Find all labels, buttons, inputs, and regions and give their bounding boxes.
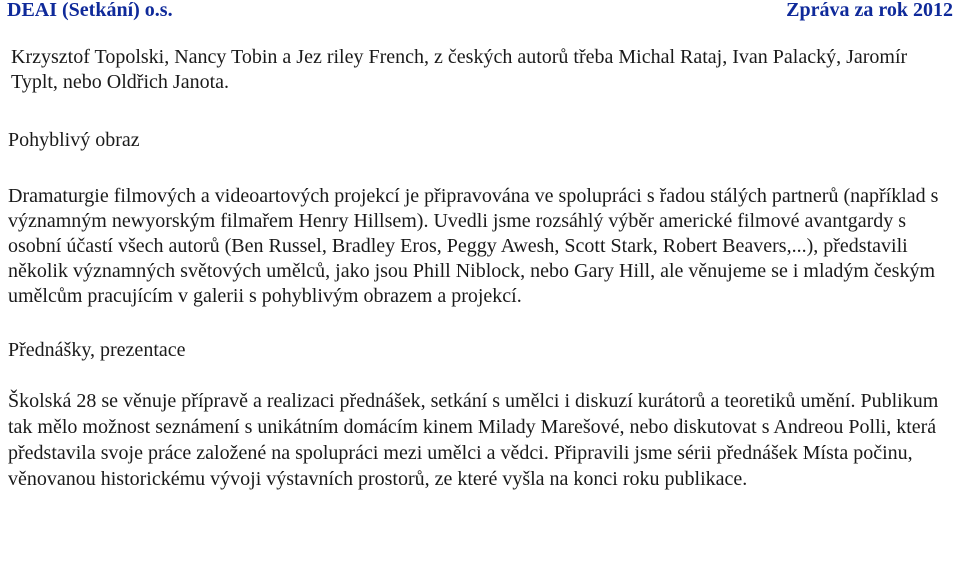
paragraph-moving-image: Dramaturgie filmových a videoartových projekcí je připravována ve spolupráci s řadou stálých partnerů (například s významným newyorským filmařem Henry Hillsem). Uvedli jsme rozsáhlý výběr americké filmové avantgardy s osobní účastí všech autorů (Ben Russel, Bradley Eros, Peggy Awesh, Scott Stark, Robert Beavers,...), představili několik významných světových umělců, jako jsou Phill Niblock, nebo Gary Hill, ale věnujeme se i mladým českým umělcům pracujícím v galerii s pohyblivým obrazem a projekcí. [8,185,939,307]
paragraph-artists: Krzysztof Topolski, Nancy Tobin a Jez riley French, z českých autorů třeba Michal Rataj, Ivan Palacký, Jaromír Typlt, nebo Oldřich Janota. [11,46,908,93]
organization-name: DEAI (Setkání) o.s. [7,0,173,21]
paragraph-lectures: Školská 28 se věnuje přípravě a realizaci přednášek, setkání s umělci i diskuzí kurátorů a teoretiků umění. Publikum tak mělo možnost seznámení s unikátním domácím kinem Milady Marešové, nebo diskutovat s Andreou Polli, která představila svoje práce založené na spolupráci mezi umělci a vědci. Připravili jsme sérii přednášek Místa počinu, věnovanou historickému vývoji výstavních prostorů, ze které vyšla na konci roku publikace. [8,390,939,490]
document-body [8,45,958,492]
report-title: Zpráva za rok 2012 [786,0,953,21]
section-heading-moving-image: Pohyblivý obraz [8,129,140,151]
section-heading-lectures: Přednášky, prezentace [8,339,186,361]
page-header [7,0,953,26]
